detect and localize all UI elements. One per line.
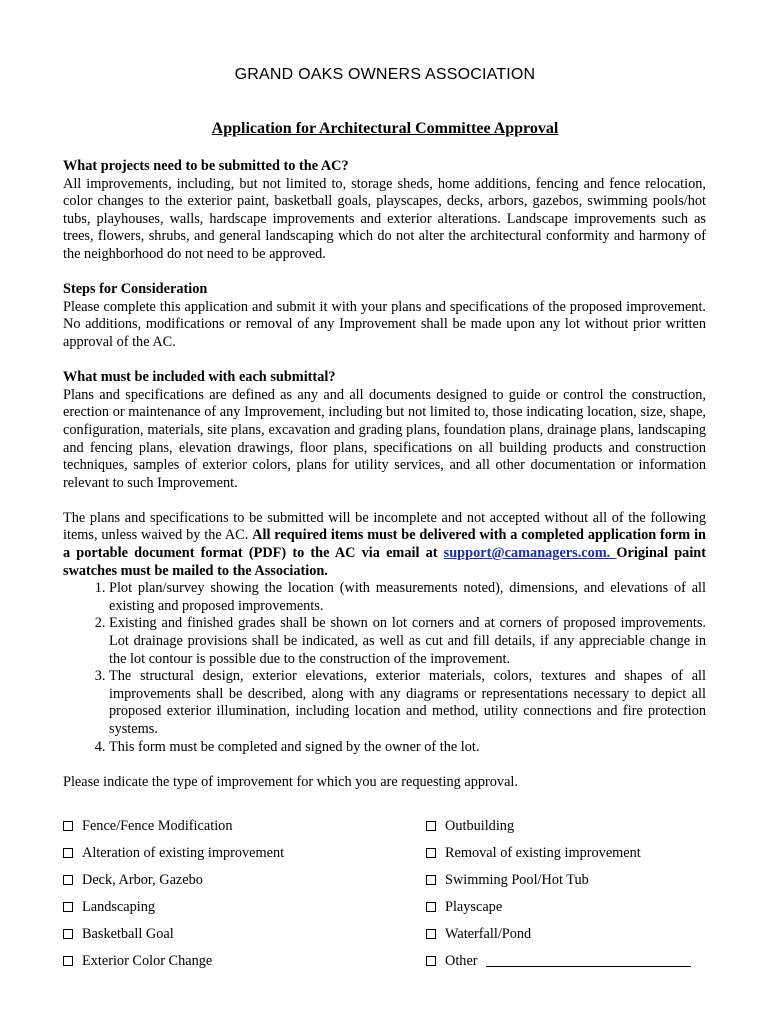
- requirement-item: 2. Existing and finished grades shall be shown on lot corners and at corners of proposed improvements. Lot drainage provisions shall be indicated, as well as cut and fill details, if any appreciable change in the lot contour is possible due to the construction of the improvement.: [109, 615, 706, 668]
- checkbox-label: Basketball Goal: [82, 926, 174, 942]
- requirements-intro: The plans and specifications to be submitted will be incomplete and not accepted without all of the following items, unless waived by the AC.: [63, 509, 706, 544]
- improvement-type-prompt: Please indicate the type of improvement for which you are requesting approval.: [63, 773, 518, 790]
- checkbox-square-icon[interactable]: [63, 956, 73, 966]
- checkbox-label: Outbuilding: [445, 818, 515, 834]
- checkbox-basketball[interactable]: [63, 926, 174, 943]
- checkbox-fence[interactable]: [63, 818, 232, 835]
- checkbox-label: Swimming Pool/Hot Tub: [445, 872, 589, 888]
- checkbox-label: Landscaping: [82, 899, 156, 915]
- checkbox-label: Removal of existing improvement: [445, 845, 641, 861]
- checkbox-square-icon[interactable]: [426, 848, 436, 858]
- checkbox-label: Deck, Arbor, Gazebo: [82, 872, 203, 888]
- association-name: GRAND OAKS OWNERS ASSOCIATION: [234, 66, 536, 83]
- requirement-item: 1. Plot plan/survey showing the location (with measurements noted), dimensions, and elevations of all existing and proposed improvements.: [109, 580, 706, 615]
- checkbox-deck[interactable]: [63, 872, 203, 889]
- checkbox-waterfall[interactable]: [426, 926, 531, 943]
- checkbox-other[interactable]: [426, 953, 691, 970]
- checkbox-square-icon[interactable]: [63, 875, 73, 885]
- checkbox-square-icon[interactable]: [426, 902, 436, 912]
- section-body-steps: Please complete this application and submit it with your plans and specifications of the proposed improvement. No additions, modifications or removal of any Improvement shall be made upon any lot without prior written approval of the AC.: [63, 298, 706, 350]
- checkbox-playscape[interactable]: [426, 899, 502, 916]
- requirements-paragraph: [63, 510, 706, 580]
- requirements-list: [63, 580, 706, 756]
- checkbox-square-icon[interactable]: [426, 929, 436, 939]
- requirement-item: 4. This form must be completed and signed by the owner of the lot.: [109, 739, 706, 757]
- requirements-bold-1: All required items must be delivered with a completed application form in a portable document format (PDF) to the AC via email at: [63, 527, 706, 562]
- checkbox-square-icon[interactable]: [426, 821, 436, 831]
- checkbox-label: Fence/Fence Modification: [82, 818, 233, 834]
- requirement-item: 3. The structural design, exterior elevations, exterior materials, colors, textures and shapes of all improvements shall be described, along with any diagrams or representations necessary to depict all proposed exterior illumination, including location and method, utility connections and fire protection systems.: [109, 668, 706, 738]
- checkbox-square-icon[interactable]: [63, 929, 73, 939]
- checkbox-alteration[interactable]: [63, 845, 284, 862]
- checkbox-square-icon[interactable]: [63, 821, 73, 831]
- form-title: Application for Architectural Committee Approval: [211, 120, 559, 137]
- checkbox-removal[interactable]: [426, 845, 641, 862]
- checkbox-label: Other: [445, 953, 478, 969]
- checkbox-pool[interactable]: [426, 872, 589, 889]
- checkbox-landscaping[interactable]: [63, 899, 155, 916]
- section-body-submittal: Plans and specifications are defined as any and all documents designed to guide or control the construction, erection or maintenance of any Improvement, including but not limited to, those indicating location, size, shape, configuration, materials, site plans, excavation and grading plans, foundation plans, drainage plans, landscaping and fencing plans, elevation drawings, floor plans, specifications on all building products and construction techniques, samples of exterior colors, plans for utility services, and all other documentation or information relevant to such Improvement.: [63, 386, 706, 491]
- support-email-link[interactable]: support@camanagers.com.: [443, 545, 617, 562]
- checkbox-square-icon[interactable]: [426, 956, 436, 966]
- section-heading-submittal: What must be included with each submittal?: [63, 369, 336, 386]
- checkbox-exterior-color[interactable]: [63, 953, 212, 970]
- form-body: [63, 158, 706, 791]
- section-body-projects: All improvements, including, but not limited to, storage sheds, home additions, fencing and fence relocation, color changes to the exterior paint, basketball goals, playscapes, decks, arbors, gazebos, swimming pools/hot tubs, playhouses, walls, hardscape improvements and exterior alterations. Landscape improvements such as trees, flowers, shrubs, and general landscaping which do not alter the architectural conformity and harmony of the neighborhood do not need to be approved.: [63, 175, 706, 262]
- checkbox-square-icon[interactable]: [63, 848, 73, 858]
- checkbox-outbuilding[interactable]: [426, 818, 514, 835]
- requirements-bold-2: Original paint swatches must be mailed to the Association.: [63, 545, 706, 579]
- checkbox-label: Playscape: [445, 899, 503, 915]
- checkbox-label: Alteration of existing improvement: [82, 845, 285, 861]
- checkbox-label: Exterior Color Change: [82, 953, 213, 969]
- other-blank-line[interactable]: [486, 966, 691, 967]
- section-heading-steps: Steps for Consideration: [63, 281, 208, 298]
- section-heading-projects: What projects need to be submitted to the AC?: [63, 158, 349, 174]
- checkbox-square-icon[interactable]: [63, 902, 73, 912]
- checkbox-label: Waterfall/Pond: [445, 926, 532, 942]
- checkbox-square-icon[interactable]: [426, 875, 436, 885]
